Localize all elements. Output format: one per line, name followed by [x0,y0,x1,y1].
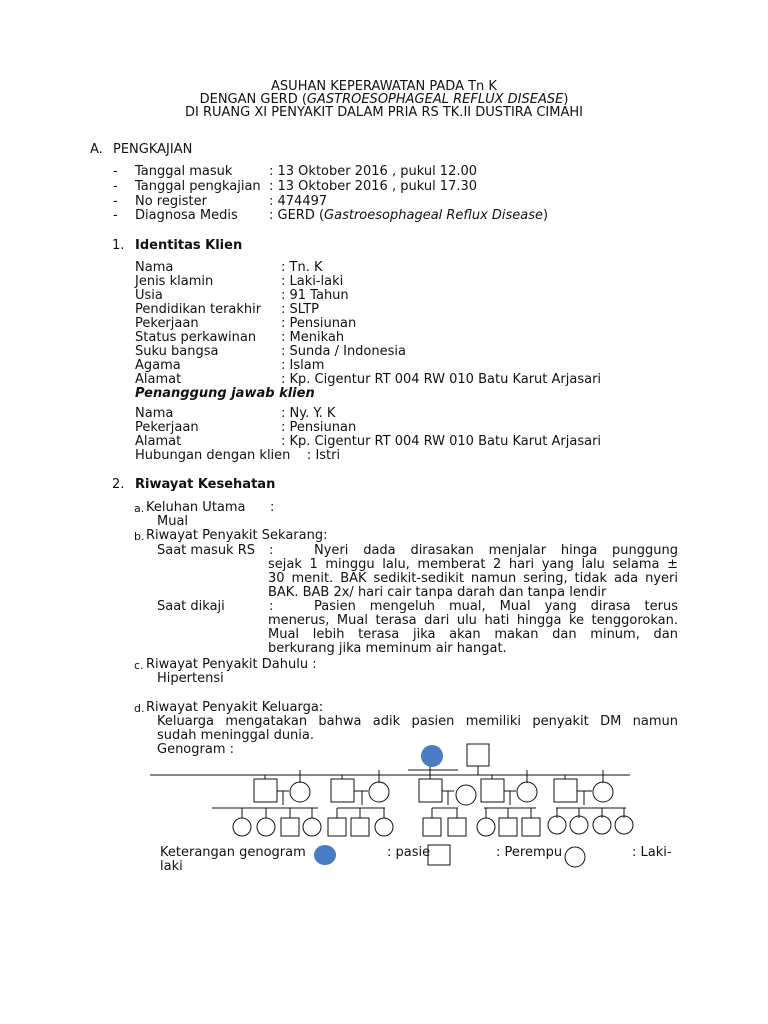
item-c-marker: c. [134,659,144,672]
genogram-male [522,818,540,836]
genogram-male [481,779,504,802]
genogram-male [467,744,489,766]
genogram-male [328,818,346,836]
keluhan-utama-colon: : [270,500,275,515]
rpk-line1: Keluarga mengatakan bahwa adik pasien memiliki penyakit DM namun [157,714,678,729]
keterangan-laki: : Laki- [632,845,672,860]
keterangan-laki-cont: laki [160,859,183,874]
genogram-male [281,818,299,836]
pj-pekerjaan-value: : Pensiunan [281,420,357,435]
pj-nama-value: : Ny. Y. K [281,406,336,421]
item-d-marker: d. [134,702,145,715]
keluhan-utama-value: Mual [157,514,189,529]
usia-label: Usia [135,288,163,303]
agama-value: : Islam [281,358,325,373]
genogram-male [254,779,277,802]
genogram-female [456,785,476,805]
no-register-label: No register [135,194,207,209]
keterangan-label: Keterangan genogram [160,845,306,860]
status-perkawinan-label: Status perkawinan [135,330,257,345]
pekerjaan-value: : Pensiunan [281,316,357,331]
saat-dikaji-line2: menerus, Mual terasa dari ulu hati hingga ke tenggorokan. [268,613,678,628]
genogram-female [375,818,393,836]
genogram-male [331,779,354,802]
section-a-title: PENGKAJIAN [113,142,193,157]
no-register-value: : 474497 [269,194,328,209]
saat-masuk-line1: Nyeri dada dirasakan menjalar hinga punggung [314,543,678,558]
doc-title-line2: DENGAN GERD (GASTROESOPHAGEAL REFLUX DISEASE) [199,92,569,107]
legend-patient-marker [314,845,336,865]
legend-male-square [428,845,450,865]
tanggal-masuk-value: : 13 Oktober 2016 , pukul 12.00 [269,164,478,179]
item-b-marker: b. [134,530,145,543]
alamat-value: : Kp. Cigentur RT 004 RW 010 Batu Karut Arjasari [281,372,602,387]
genogram-patient [421,745,443,767]
rps-label: Riwayat Penyakit Sekarang: [146,528,328,543]
bullet-dash: - [113,164,118,179]
nama-label: Nama [135,260,174,275]
pekerjaan-label: Pekerjaan [135,316,199,331]
agama-label: Agama [135,358,181,373]
genogram-label: Genogram : [157,742,235,757]
genogram-female [477,818,495,836]
saat-dikaji-line3: Mual lebih terasa jika akan makan dan minum, dan [268,627,678,642]
pj-alamat-value: : Kp. Cigentur RT 004 RW 010 Batu Karut Arjasari [281,434,602,449]
saat-masuk-line4: BAK. BAB 2x/ hari cair tanpa darah dan tanpa lendir [268,585,607,600]
saat-dikaji-colon: : [269,599,274,614]
keterangan-perempuan: : Perempu [496,845,563,860]
tanggal-pengkajian-value: : 13 Oktober 2016 , pukul 17.30 [269,179,478,194]
genogram-female [303,818,321,836]
tanggal-masuk-label: Tanggal masuk [135,164,233,179]
keluhan-utama-label: Keluhan Utama [146,500,246,515]
genogram-female [369,782,389,802]
suku-bangsa-value: : Sunda / Indonesia [281,344,406,359]
legend-female-circle [565,847,585,867]
pj-alamat-label: Alamat [135,434,182,449]
genogram-female [233,818,251,836]
section-1-number: 1. [112,238,125,253]
saat-dikaji-label: Saat dikaji [157,599,225,614]
genogram-female [290,782,310,802]
saat-masuk-colon: : [269,543,274,558]
jenis-klamin-label: Jenis klamin [135,274,214,289]
pendidikan-value: : SLTP [281,302,319,317]
pj-pekerjaan-label: Pekerjaan [135,420,199,435]
keterangan-pasien: : pasie [387,845,431,860]
hubungan-line: Hubungan dengan klien : Istri [135,448,341,463]
genogram-male [554,779,577,802]
pendidikan-label: Pendidikan terakhir [135,302,262,317]
genogram-female [570,816,588,834]
genogram-male [499,818,517,836]
alamat-label: Alamat [135,372,182,387]
genogram-female [615,816,633,834]
section-2-title: Riwayat Kesehatan [135,477,276,492]
genogram-female [257,818,275,836]
jenis-klamin-value: : Laki-laki [281,274,344,289]
saat-dikaji-line4: berkurang jika meminum air hangat. [268,641,507,656]
item-a-marker: a. [134,502,145,515]
rpk-line2: sudah meninggal dunia. [157,728,315,743]
diagnosa-label: Diagnosa Medis [135,208,238,223]
section-2-number: 2. [112,477,125,492]
rpd-value: Hipertensi [157,671,224,686]
saat-masuk-line2: sejak 1 minggu lalu, memberat 2 hari yang lalu selama ± [268,557,678,572]
genogram-female [517,782,537,802]
saat-masuk-label: Saat masuk RS [157,543,256,558]
genogram-male [423,818,441,836]
bullet-dash: - [113,194,118,209]
genogram-male [448,818,466,836]
usia-value: : 91 Tahun [281,288,349,303]
rpd-label: Riwayat Penyakit Dahulu : [146,657,317,672]
penanggung-jawab-title: Penanggung jawab klien [135,386,315,401]
status-perkawinan-value: : Menikah [281,330,345,345]
genogram-female [593,816,611,834]
genogram-male [351,818,369,836]
doc-title-line3: DI RUANG XI PENYAKIT DALAM PRIA RS TK.II DUSTIRA CIMAHI [185,105,583,120]
genogram-male [419,779,442,802]
bullet-dash: - [113,208,118,223]
nama-value: : Tn. K [281,260,323,275]
pj-nama-label: Nama [135,406,174,421]
tanggal-pengkajian-label: Tanggal pengkajian [135,179,261,194]
section-1-title: Identitas Klien [135,238,243,253]
doc-title-line1: ASUHAN KEPERAWATAN PADA Tn K [271,79,497,94]
rpk-label: Riwayat Penyakit Keluarga: [146,700,324,715]
genogram-female [548,816,566,834]
diagnosa-value: : GERD (Gastroesophageal Reflux Disease) [269,208,549,223]
section-a-marker: A. [90,142,103,157]
suku-bangsa-label: Suku bangsa [135,344,219,359]
saat-dikaji-line1: Pasien mengeluh mual, Mual yang dirasa terus [314,599,678,614]
saat-masuk-line3: 30 menit. BAK sedikit-sedikit namun sering, tidak ada nyeri [268,571,678,586]
bullet-dash: - [113,179,118,194]
genogram-female [593,782,613,802]
